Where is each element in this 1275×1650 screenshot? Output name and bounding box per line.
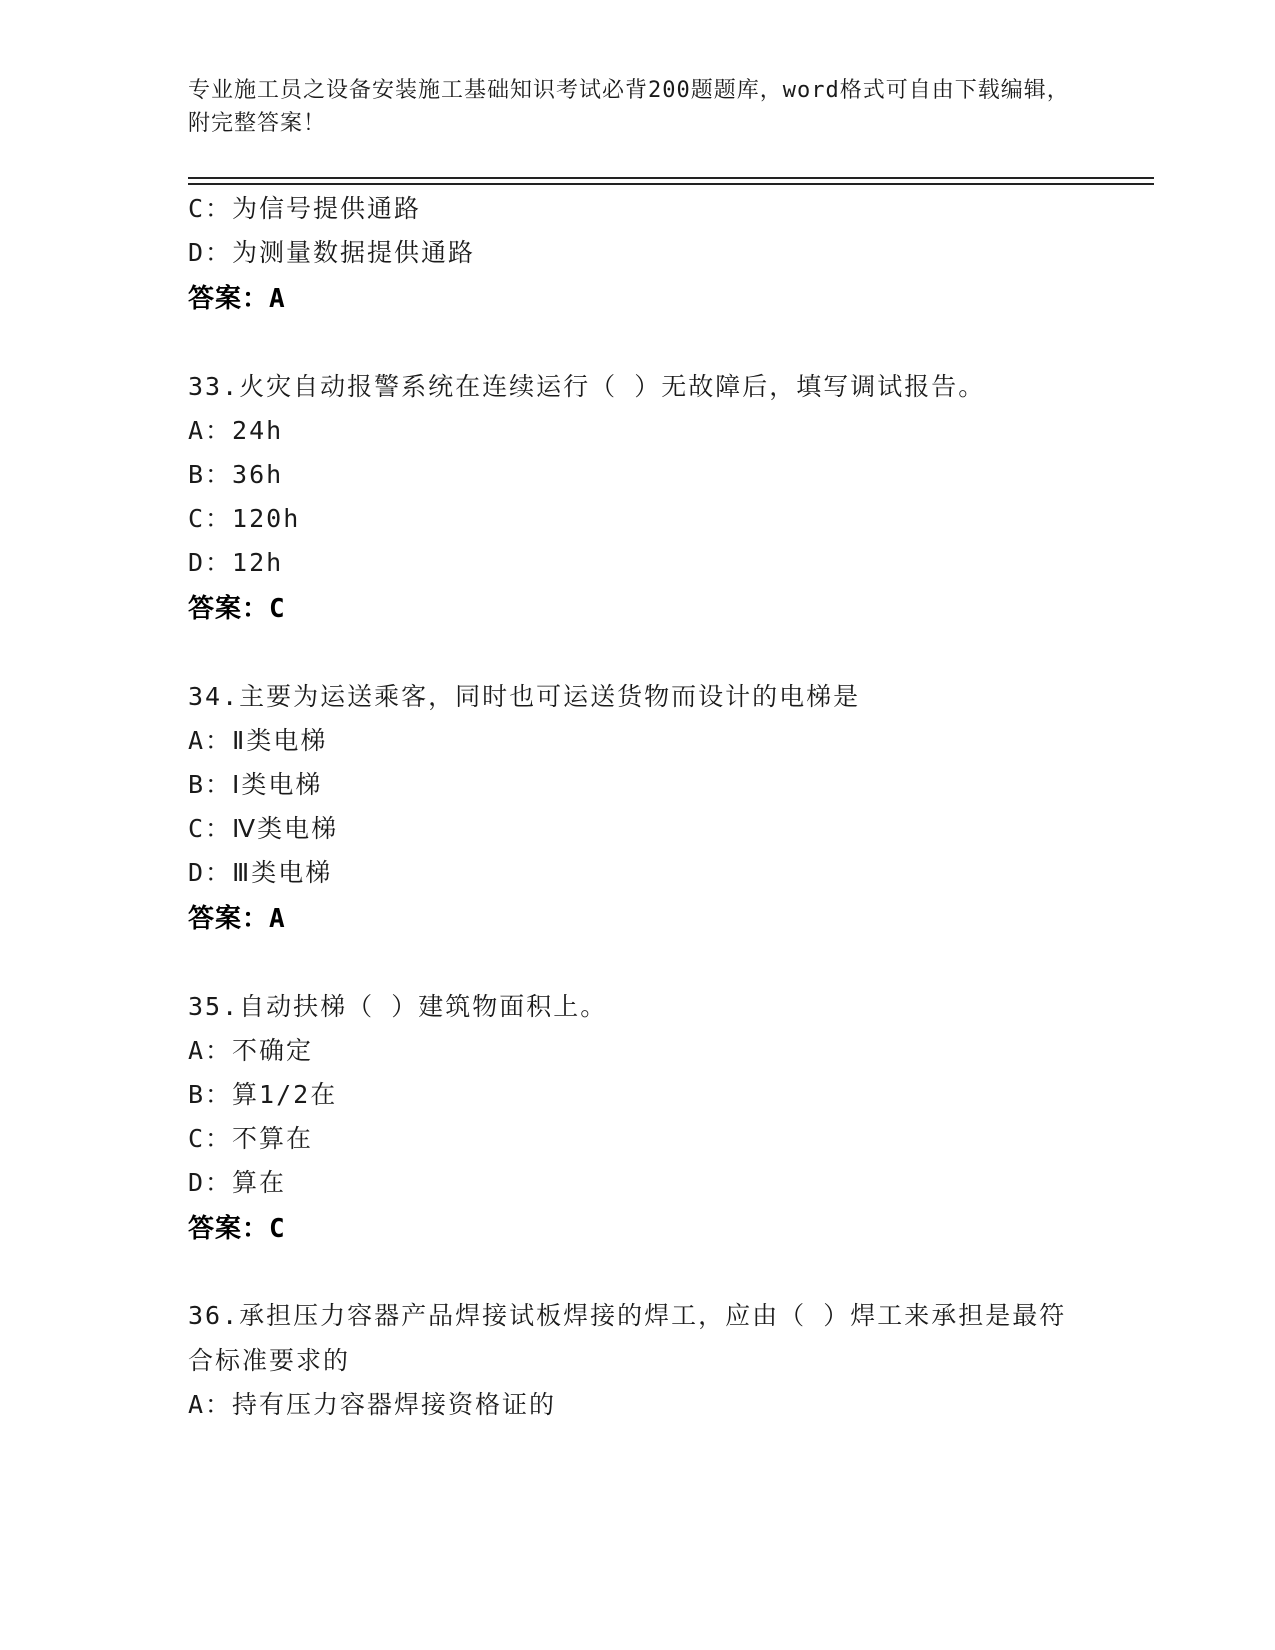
q32-option-c: C：为信号提供通路 (188, 194, 422, 223)
q33-option-c: C：120h (188, 504, 301, 533)
q34-answer: 答案：A (188, 904, 286, 934)
q36-question: 36.承担压力容器产品焊接试板焊接的焊工，应由（ ）焊工来承担是最符合标准要求的 (188, 1301, 1067, 1375)
q35-option-d: D：算在 (188, 1168, 287, 1197)
q34-option-b: B：Ⅰ类电梯 (188, 770, 323, 799)
q35-answer: 答案：C (188, 1214, 286, 1244)
q35-question: 35.自动扶梯（ ）建筑物面积上。 (188, 992, 608, 1021)
q36-option-a: A：持有压力容器焊接资格证的 (188, 1390, 557, 1419)
q35-option-c: C：不算在 (188, 1124, 314, 1153)
q33-option-d: D：12h (188, 548, 284, 577)
q32-answer: 答案：A (188, 284, 286, 314)
q32-option-d: D：为测量数据提供通路 (188, 238, 476, 267)
q33-question: 33.火灾自动报警系统在连续运行（ ）无故障后，填写调试报告。 (188, 372, 986, 401)
document-header: 专业施工员之设备安装施工基础知识考试必背200题题库，word格式可自由下载编辑，附完整答案！ (188, 78, 1070, 136)
q34-option-c: C：Ⅳ类电梯 (188, 814, 339, 843)
q34-option-d: D：Ⅲ类电梯 (188, 858, 333, 887)
header-divider-top (188, 177, 1154, 179)
q33-option-a: A：24h (188, 416, 284, 445)
q33-answer: 答案：C (188, 594, 286, 624)
q34-question: 34.主要为运送乘客，同时也可运送货物而设计的电梯是 (188, 682, 861, 711)
q35-option-a: A：不确定 (188, 1036, 314, 1065)
q33-option-b: B：36h (188, 460, 284, 489)
q35-option-b: B：算1/2在 (188, 1080, 338, 1109)
q34-option-a: A：Ⅱ类电梯 (188, 726, 328, 755)
header-divider-bottom (188, 183, 1154, 185)
